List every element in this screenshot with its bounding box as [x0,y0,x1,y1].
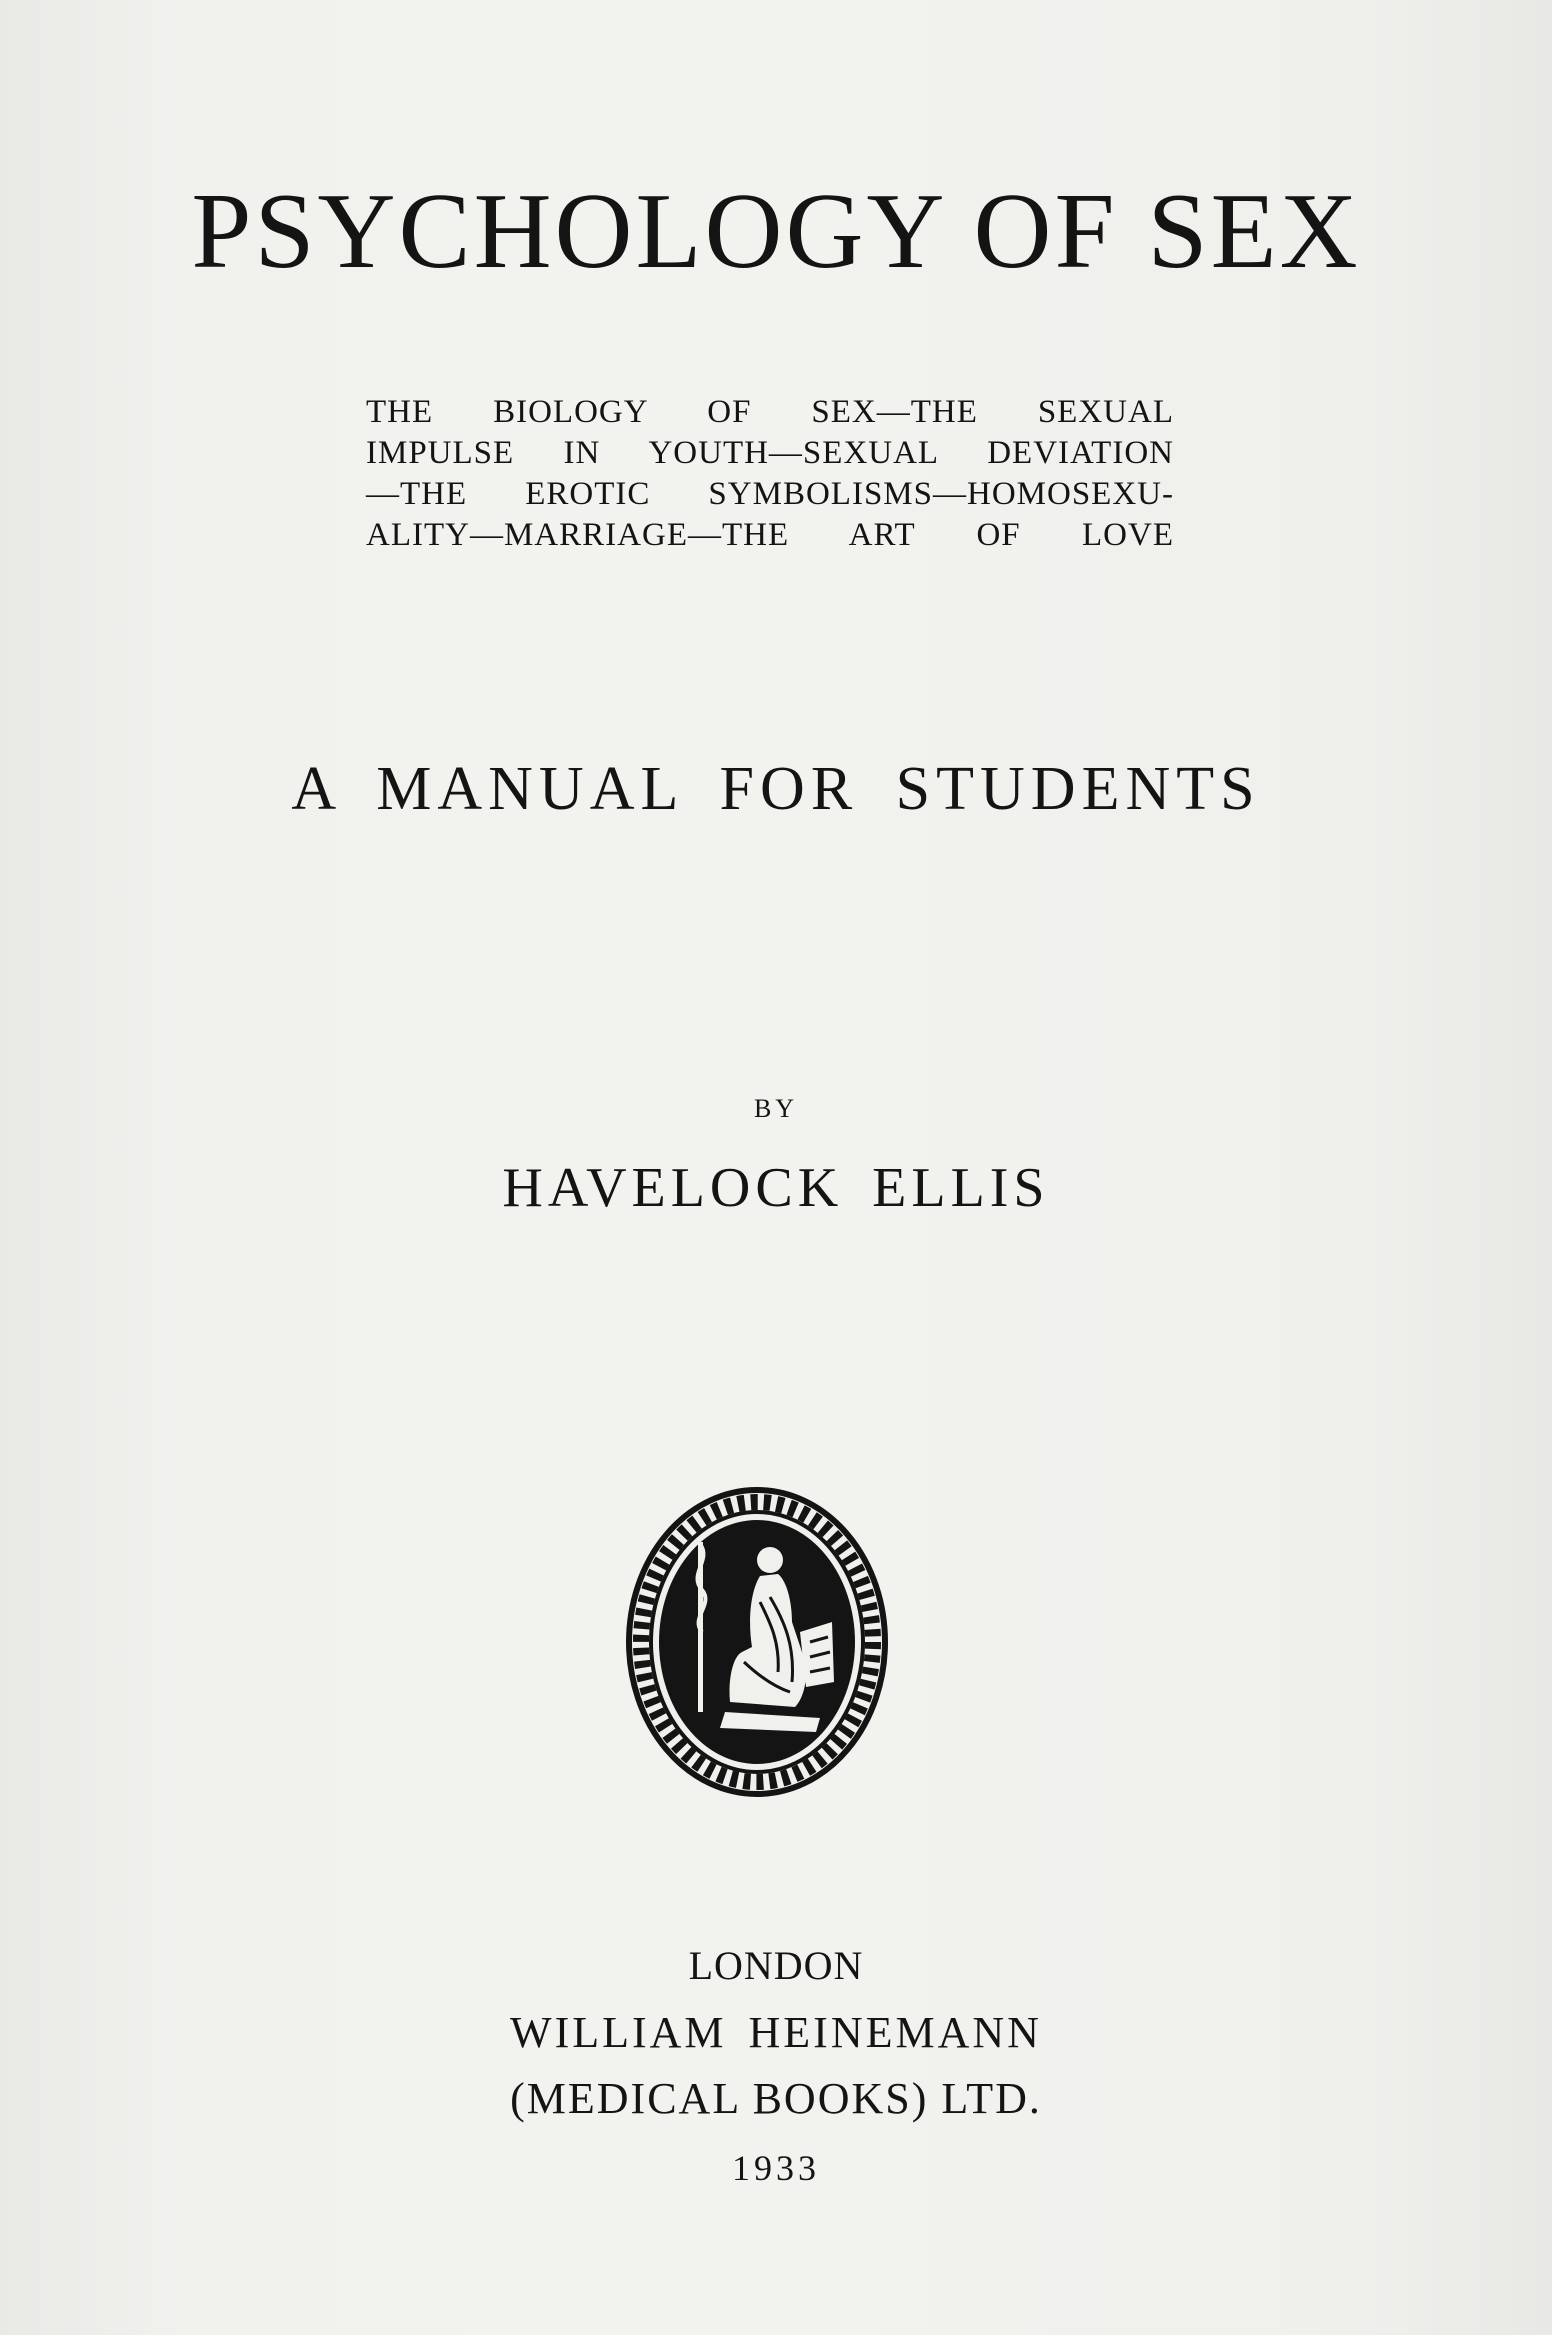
by-label: BY [753,1094,799,1123]
subtitle-block [366,392,1174,556]
subtitle-line: THE BIOLOGY OF SEX—THE SEXUAL [366,394,1174,430]
book-title: PSYCHOLOGY OF SEX [191,172,1361,291]
publisher-name: WILLIAM HEINEMANN [510,2008,1042,2057]
publication-year: 1933 [732,2148,820,2188]
subtitle-line: IMPULSE IN YOUTH—SEXUAL DEVIATION [366,435,1174,471]
publisher-city: LONDON [688,1943,864,1988]
subtitle-line: —THE EROTIC SYMBOLISMS—HOMOSEXU- [366,476,1174,512]
publisher-emblem-icon [620,1482,895,1802]
author-name: HAVELOCK ELLIS [502,1157,1050,1219]
publisher-division: (MEDICAL BOOKS) LTD. [510,2074,1042,2123]
subtitle-line: ALITY—MARRIAGE—THE ART OF LOVE [366,517,1174,553]
tagline: A MANUAL FOR STUDENTS [291,755,1261,823]
